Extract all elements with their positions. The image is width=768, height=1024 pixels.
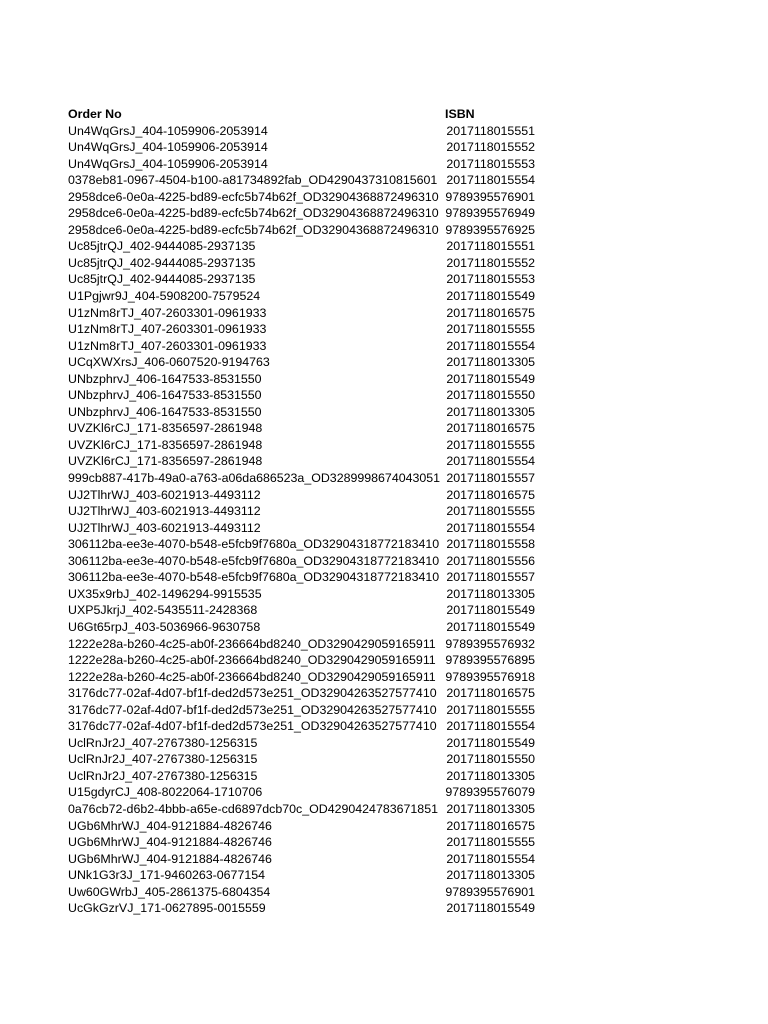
order-no-cell: UclRnJr2J_407-2767380-1256315 <box>68 768 258 783</box>
isbn-cell: 2017118013305 <box>446 404 535 419</box>
order-no-cell: Un4WqGrsJ_404-1059906-2053914 <box>68 140 268 155</box>
order-no-cell: 3176dc77-02af-4d07-bf1f-ded2d573e251_OD32904263527577410 <box>68 702 437 717</box>
isbn-cell: 2017118015555 <box>446 702 535 717</box>
header-order-no: Order No <box>68 107 122 121</box>
table-row <box>68 884 568 901</box>
isbn-cell: 9789395576932 <box>445 636 535 651</box>
table-row <box>68 189 568 206</box>
table-row <box>68 602 568 619</box>
order-no-cell: 1222e28a-b260-4c25-ab0f-236664bd8240_OD3290429059165911 <box>68 669 436 684</box>
isbn-cell: 2017118015554 <box>446 338 535 353</box>
table-row <box>68 172 568 189</box>
isbn-cell: 9789395576949 <box>445 206 535 221</box>
order-no-cell: 2958dce6-0e0a-4225-bd89-ecfc5b74b62f_OD32904368872496310 <box>68 222 439 237</box>
table-row <box>68 702 568 719</box>
table-row <box>68 321 568 338</box>
order-no-cell: Un4WqGrsJ_404-1059906-2053914 <box>68 123 268 138</box>
table-row <box>68 619 568 636</box>
isbn-cell: 2017118015553 <box>446 272 535 287</box>
table-row <box>68 470 568 487</box>
header-isbn: ISBN <box>445 107 475 121</box>
isbn-cell: 2017118015552 <box>446 140 535 155</box>
isbn-cell: 2017118015553 <box>446 156 535 171</box>
table-row <box>68 536 568 553</box>
isbn-cell: 2017118015550 <box>446 388 535 403</box>
table-row <box>68 768 568 785</box>
order-no-cell: UVZKl6rCJ_171-8356597-2861948 <box>68 437 263 452</box>
table-row <box>68 123 568 140</box>
table-row <box>68 851 568 868</box>
isbn-cell: 2017118013305 <box>446 355 535 370</box>
order-no-cell: UJ2TlhrWJ_403-6021913-4493112 <box>68 520 261 535</box>
table-row <box>68 900 568 917</box>
table-row <box>68 404 568 421</box>
order-no-cell: 1222e28a-b260-4c25-ab0f-236664bd8240_OD3290429059165911 <box>68 636 436 651</box>
table-row <box>68 867 568 884</box>
table-row <box>68 453 568 470</box>
order-no-cell: Uw60GWrbJ_405-2861375-6804354 <box>68 884 271 899</box>
order-no-cell: 2958dce6-0e0a-4225-bd89-ecfc5b74b62f_OD32904368872496310 <box>68 206 439 221</box>
isbn-cell: 2017118015549 <box>446 735 535 750</box>
table-header-row <box>68 106 568 123</box>
table-row <box>68 718 568 735</box>
isbn-cell: 2017118015549 <box>446 371 535 386</box>
isbn-cell: 2017118013305 <box>446 868 535 883</box>
table-row <box>68 652 568 669</box>
order-no-cell: UJ2TlhrWJ_403-6021913-4493112 <box>68 504 261 519</box>
order-no-cell: 306112ba-ee3e-4070-b548-e5fcb9f7680a_OD32904318772183410 <box>68 553 440 568</box>
table-row <box>68 553 568 570</box>
isbn-cell: 2017118015555 <box>446 835 535 850</box>
order-no-cell: UX35x9rbJ_402-1496294-9915535 <box>68 586 262 601</box>
order-no-cell: UGb6MhrWJ_404-9121884-4826746 <box>68 851 272 866</box>
table-row <box>68 371 568 388</box>
order-no-cell: 0378eb81-0967-4504-b100-a81734892fab_OD4290437310815601 <box>68 173 438 188</box>
table-row <box>68 238 568 255</box>
order-no-cell: 0a76cb72-d6b2-4bbb-a65e-cd6897dcb70c_OD4290424783671851 <box>68 801 438 816</box>
table-row <box>68 586 568 603</box>
table-row <box>68 437 568 454</box>
table-row <box>68 569 568 586</box>
order-no-cell: 1222e28a-b260-4c25-ab0f-236664bd8240_OD3290429059165911 <box>68 653 436 668</box>
isbn-cell: 2017118016575 <box>446 686 535 701</box>
table-row <box>68 784 568 801</box>
order-no-cell: UGb6MhrWJ_404-9121884-4826746 <box>68 818 272 833</box>
isbn-cell: 2017118015554 <box>446 851 535 866</box>
isbn-cell: 2017118015551 <box>446 123 535 138</box>
table-row <box>68 139 568 156</box>
table-row <box>68 156 568 173</box>
table-row <box>68 503 568 520</box>
table-row <box>68 354 568 371</box>
table-row <box>68 834 568 851</box>
order-no-cell: UVZKl6rCJ_171-8356597-2861948 <box>68 454 263 469</box>
order-no-cell: Uc85jtrQJ_402-9444085-2937135 <box>68 239 256 254</box>
order-no-cell: U1zNm8rTJ_407-2603301-0961933 <box>68 305 267 320</box>
order-no-cell: Uc85jtrQJ_402-9444085-2937135 <box>68 272 256 287</box>
table-row <box>68 818 568 835</box>
order-no-cell: UNbzphrvJ_406-1647533-8531550 <box>68 404 262 419</box>
table-row <box>68 222 568 239</box>
table-row <box>68 669 568 686</box>
table-body <box>68 123 568 917</box>
order-no-cell: UcGkGzrVJ_171-0627895-0015559 <box>68 901 266 916</box>
isbn-cell: 2017118013305 <box>446 586 535 601</box>
isbn-cell: 2017118015554 <box>446 719 535 734</box>
order-no-cell: UVZKl6rCJ_171-8356597-2861948 <box>68 421 263 436</box>
order-isbn-table <box>68 106 568 917</box>
isbn-cell: 2017118016575 <box>446 487 535 502</box>
order-no-cell: U1Pgjwr9J_404-5908200-7579524 <box>68 289 261 304</box>
table-row <box>68 255 568 272</box>
isbn-cell: 2017118015558 <box>446 537 535 552</box>
isbn-cell: 2017118015557 <box>446 471 535 486</box>
isbn-cell: 2017118015555 <box>446 437 535 452</box>
isbn-cell: 2017118015554 <box>446 173 535 188</box>
isbn-cell: 2017118015549 <box>446 619 535 634</box>
isbn-cell: 9789395576901 <box>445 189 535 204</box>
order-no-cell: 2958dce6-0e0a-4225-bd89-ecfc5b74b62f_OD32904368872496310 <box>68 189 439 204</box>
table-row <box>68 271 568 288</box>
isbn-cell: 2017118015549 <box>446 901 535 916</box>
isbn-cell: 2017118015549 <box>446 603 535 618</box>
isbn-cell: 2017118015557 <box>446 570 535 585</box>
table-row <box>68 205 568 222</box>
isbn-cell: 2017118015551 <box>446 239 535 254</box>
isbn-cell: 2017118015555 <box>446 322 535 337</box>
isbn-cell: 2017118016575 <box>446 421 535 436</box>
order-no-cell: 3176dc77-02af-4d07-bf1f-ded2d573e251_OD32904263527577410 <box>68 686 437 701</box>
order-no-cell: 306112ba-ee3e-4070-b548-e5fcb9f7680a_OD32904318772183410 <box>68 570 440 585</box>
order-no-cell: Uc85jtrQJ_402-9444085-2937135 <box>68 255 256 270</box>
table-row <box>68 801 568 818</box>
table-row <box>68 487 568 504</box>
order-no-cell: 306112ba-ee3e-4070-b548-e5fcb9f7680a_OD32904318772183410 <box>68 537 440 552</box>
table-row <box>68 288 568 305</box>
order-no-cell: U6Gt65rpJ_403-5036966-9630758 <box>68 619 261 634</box>
order-no-cell: U1zNm8rTJ_407-2603301-0961933 <box>68 322 267 337</box>
table-row <box>68 305 568 322</box>
table-row <box>68 735 568 752</box>
order-no-cell: Un4WqGrsJ_404-1059906-2053914 <box>68 156 268 171</box>
isbn-cell: 9789395576918 <box>445 669 535 684</box>
table-row <box>68 685 568 702</box>
table-row <box>68 751 568 768</box>
table-row <box>68 387 568 404</box>
order-no-cell: UclRnJr2J_407-2767380-1256315 <box>68 735 258 750</box>
order-no-cell: UNk1G3r3J_171-9460263-0677154 <box>68 868 266 883</box>
order-no-cell: U15gdyrCJ_408-8022064-1710706 <box>68 785 263 800</box>
order-no-cell: UXP5JkrjJ_402-5435511-2428368 <box>68 603 258 618</box>
order-no-cell: 999cb887-417b-49a0-a763-a06da686523a_OD3289998674043051 <box>68 471 441 486</box>
order-no-cell: UGb6MhrWJ_404-9121884-4826746 <box>68 835 272 850</box>
order-no-cell: UJ2TlhrWJ_403-6021913-4493112 <box>68 487 261 502</box>
table-row <box>68 636 568 653</box>
table-row <box>68 420 568 437</box>
order-no-cell: UclRnJr2J_407-2767380-1256315 <box>68 752 258 767</box>
isbn-cell: 2017118013305 <box>446 801 535 816</box>
table-row <box>68 520 568 537</box>
isbn-cell: 2017118015555 <box>446 504 535 519</box>
order-no-cell: UNbzphrvJ_406-1647533-8531550 <box>68 371 262 386</box>
isbn-cell: 9789395576895 <box>445 653 535 668</box>
isbn-cell: 9789395576925 <box>445 222 535 237</box>
isbn-cell: 2017118015556 <box>446 553 535 568</box>
order-no-cell: U1zNm8rTJ_407-2603301-0961933 <box>68 338 267 353</box>
order-no-cell: UNbzphrvJ_406-1647533-8531550 <box>68 388 262 403</box>
isbn-cell: 9789395576079 <box>445 785 535 800</box>
isbn-cell: 2017118015549 <box>446 289 535 304</box>
isbn-cell: 9789395576901 <box>445 884 535 899</box>
isbn-cell: 2017118016575 <box>446 818 535 833</box>
isbn-cell: 2017118015554 <box>446 520 535 535</box>
isbn-cell: 2017118015552 <box>446 255 535 270</box>
isbn-cell: 2017118015550 <box>446 752 535 767</box>
isbn-cell: 2017118016575 <box>446 305 535 320</box>
isbn-cell: 2017118015554 <box>446 454 535 469</box>
order-no-cell: UCqXWXrsJ_406-0607520-9194763 <box>68 355 270 370</box>
isbn-cell: 2017118013305 <box>446 768 535 783</box>
table-row <box>68 338 568 355</box>
order-no-cell: 3176dc77-02af-4d07-bf1f-ded2d573e251_OD32904263527577410 <box>68 719 437 734</box>
